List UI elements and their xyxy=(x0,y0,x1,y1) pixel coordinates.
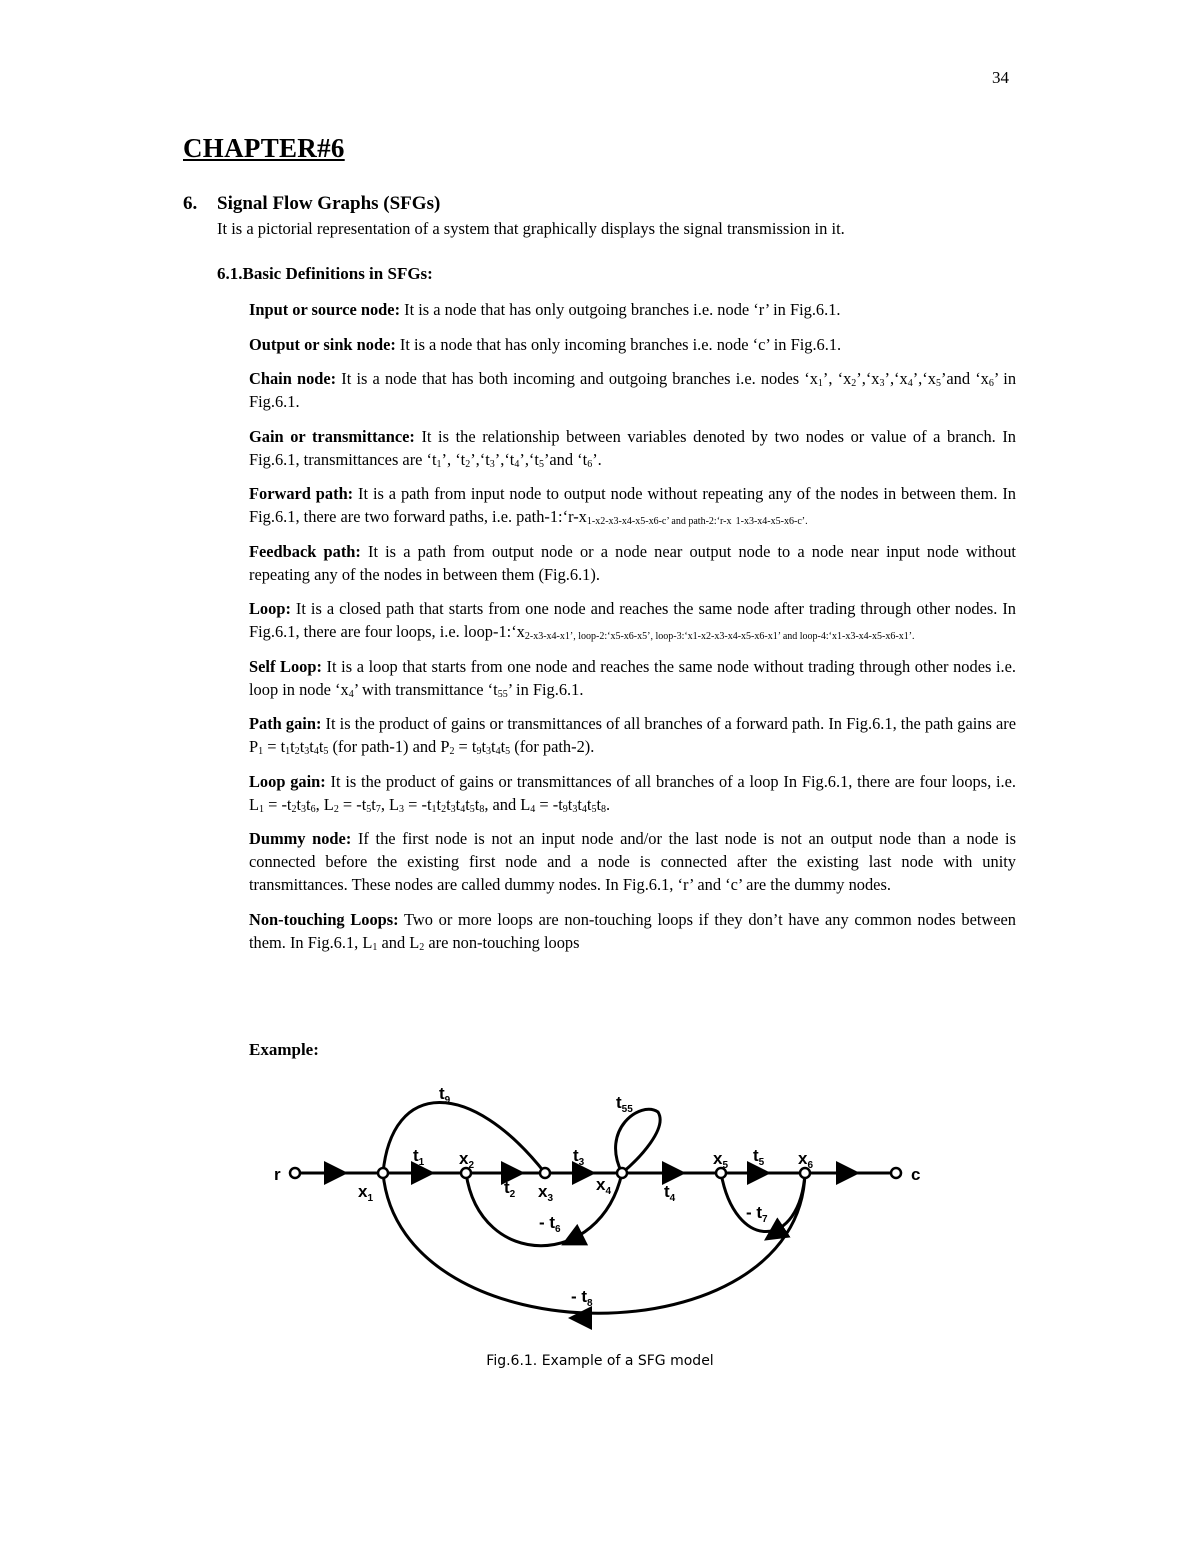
subscript: 2-x xyxy=(706,631,720,642)
definition-text: It is the product of gains or transmittances of all branches of a forward path. In Fig.6.1, the path gains are P xyxy=(249,714,1016,756)
label-x5 xyxy=(713,1149,728,1171)
subscript: 5-x xyxy=(877,631,891,642)
definition-text: ’,‘x xyxy=(884,369,908,388)
definition-text: ’and ‘x xyxy=(940,369,989,388)
subscript: 6 xyxy=(988,378,994,389)
subscript: 5 xyxy=(469,803,475,815)
subscript: 1’ and loop-4:‘x xyxy=(772,631,837,642)
label-x4-base: x xyxy=(596,1175,606,1194)
definition-text: It is the relationship between variables denoted by two nodes or value of a branch. In Fig.6.1, transmittances are ‘t xyxy=(249,426,1016,469)
subscript: 6-c’ and path-2:‘r-x xyxy=(653,516,732,527)
definition-text: ’,‘x xyxy=(856,369,880,388)
definition-text: (for path-1) and P xyxy=(328,737,450,756)
definition-text: ’,‘t xyxy=(470,449,490,469)
subscript: 1-x xyxy=(586,516,601,527)
subscript: 4 xyxy=(581,803,587,815)
subscript: 4 xyxy=(514,458,520,470)
definition-text: t xyxy=(296,794,302,814)
subscript: 1 xyxy=(258,746,264,757)
subscript: 3 xyxy=(450,803,456,815)
definition-text: = t xyxy=(454,737,477,756)
definition-text: It is a node that has only incoming branches i.e. node ‘c’ in Fig.6.1. xyxy=(395,334,842,354)
label-t1-base: t xyxy=(413,1146,419,1165)
label-minus-t8-sub: 8 xyxy=(587,1298,593,1309)
subscript: 3 xyxy=(572,803,578,815)
subscript: 9 xyxy=(562,803,568,815)
definition-term: Input or source node: xyxy=(249,300,401,319)
definition-text: t xyxy=(306,794,311,814)
label-t5 xyxy=(753,1146,765,1168)
label-t5-base: t xyxy=(753,1146,759,1165)
subscript: 4-x xyxy=(732,631,747,642)
subscript: 5 xyxy=(505,746,511,757)
label-t2-base: t xyxy=(504,1178,510,1197)
definition-text: ’ with transmittance ‘t xyxy=(353,679,498,699)
definition-text: t xyxy=(586,794,592,814)
subscript: 5 xyxy=(538,458,544,470)
definitions-list xyxy=(249,298,1016,965)
definition-term: Dummy node: xyxy=(249,829,352,848)
subscript: 2 xyxy=(419,941,425,953)
subscript: 3-x xyxy=(613,516,627,527)
definition-term: Path gain: xyxy=(249,714,322,733)
definition-text: = -t xyxy=(535,794,563,814)
label-x6-sub: 6 xyxy=(807,1160,814,1171)
definition-self-loop xyxy=(249,655,1016,701)
subsection-heading: 6.1.Basic Definitions in SFGs: xyxy=(217,264,433,283)
subscript: 1-x xyxy=(735,516,749,527)
label-t5-sub: 5 xyxy=(758,1157,765,1168)
self-loop-t55 xyxy=(616,1109,661,1173)
node-x3 xyxy=(540,1168,550,1178)
definition-text: ’ in Fig.6.1. xyxy=(249,369,1017,411)
definition-gain xyxy=(249,425,1016,471)
definition-forward-path xyxy=(249,482,1016,528)
subscript: 2 xyxy=(449,746,455,757)
subscript: 2 xyxy=(291,803,297,815)
branch-minus-t8 xyxy=(383,1173,805,1313)
subscript: 3 xyxy=(301,803,307,815)
subscript: 3 xyxy=(399,803,405,815)
node-r xyxy=(290,1168,300,1178)
label-t4-base: t xyxy=(664,1182,670,1201)
label-x2-sub: 2 xyxy=(468,1160,475,1171)
definition-text: t xyxy=(455,794,461,814)
definition-text: t xyxy=(290,737,295,756)
label-x3 xyxy=(538,1182,553,1204)
definition-chain-node xyxy=(249,367,1016,413)
definition-text: = -t xyxy=(404,794,432,814)
subscript: 7 xyxy=(375,803,381,815)
page-number: 34 xyxy=(992,68,1009,87)
subscript: 3-x xyxy=(850,631,864,642)
subscript: 3 xyxy=(879,378,885,389)
definition-non-touching-loops xyxy=(249,908,1016,954)
definition-text: t xyxy=(481,737,487,756)
label-t2 xyxy=(504,1178,516,1200)
label-t55 xyxy=(616,1093,633,1115)
subscript: 2 xyxy=(441,803,447,815)
label-minus-t7-base: - t xyxy=(746,1203,763,1222)
definition-text: t xyxy=(596,794,601,814)
label-t9-base: t xyxy=(439,1084,445,1103)
subscript: 1 xyxy=(285,746,291,757)
definition-term: Gain or transmittance: xyxy=(249,426,415,446)
definition-text: , L xyxy=(315,794,334,814)
label-minus-t8-base: - t xyxy=(571,1287,588,1306)
definition-text: t xyxy=(500,737,506,756)
definition-text: It is a path from output node or a node near output node to a node near input node without repeating any of the nodes in between them (Fig.6.1). xyxy=(249,541,1016,584)
subscript: 2-x xyxy=(600,516,614,527)
subscript: 55 xyxy=(497,688,508,700)
definition-text: t xyxy=(299,737,305,756)
label-t3-base: t xyxy=(573,1146,579,1165)
definition-term: Output or sink node: xyxy=(249,334,396,354)
subscript: 1’. xyxy=(903,631,915,642)
definition-text: t xyxy=(567,794,573,814)
definition-loop xyxy=(249,597,1016,643)
subscript: 6 xyxy=(310,803,316,815)
label-minus-t7-sub: 7 xyxy=(762,1214,768,1225)
sfg-branches xyxy=(295,1102,896,1318)
label-x3-sub: 3 xyxy=(547,1193,554,1204)
subscript: 5-x xyxy=(746,631,760,642)
definition-text: If the first node is not an input node and/or the last node is not an output node than a node is connected before the existing first node and a node is connected after the existing last node with unity transmittances. These nodes are called dummy nodes. In Fig.6.1, ‘r’ and ‘c’ are the dummy nodes. xyxy=(249,829,1016,894)
subscript: 4 xyxy=(530,803,536,815)
section-heading xyxy=(183,193,440,215)
label-minus-t7 xyxy=(746,1203,768,1225)
definition-text: t xyxy=(436,794,442,814)
subscript: 6-x xyxy=(890,631,904,642)
label-x5-base: x xyxy=(713,1149,723,1168)
subscript: 4-x xyxy=(762,516,776,527)
subscript: 2 xyxy=(333,803,339,815)
label-minus-t6-base: - t xyxy=(539,1213,556,1232)
subscript: 4 xyxy=(348,688,354,700)
sfg-diagram xyxy=(0,1070,1200,1350)
subscript: 3 xyxy=(489,458,495,470)
subscript: 2 xyxy=(465,458,471,470)
definition-text: It is a path from input node to output node without repeating any of the nodes in between them. In Fig.6.1, there are two forward paths, i.e. path-1:‘r-x xyxy=(249,484,1016,526)
label-minus-t8 xyxy=(571,1287,593,1309)
section-number: 6. xyxy=(183,193,198,214)
subscript: 1-x xyxy=(836,631,851,642)
subscript: 6-x xyxy=(628,631,643,642)
subscript: 1 xyxy=(259,803,265,815)
definition-text: , and L xyxy=(484,794,531,814)
definition-text: It is a node that has both incoming and outgoing branches i.e. nodes ‘x xyxy=(336,369,818,388)
subscript: 3-x xyxy=(748,516,763,527)
subscript: 2-x xyxy=(524,631,539,642)
definition-text: t xyxy=(474,794,480,814)
section-intro: It is a pictorial representation of a system that graphically displays the signal transmission in it. xyxy=(217,219,845,238)
definition-text: t xyxy=(446,794,451,814)
subscript: 4-x xyxy=(551,631,565,642)
definition-text: and L xyxy=(377,932,420,952)
label-r: r xyxy=(274,1165,281,1184)
figure-caption: Fig.6.1. Example of a SFG model xyxy=(486,1353,714,1369)
definition-dummy-node xyxy=(249,827,1016,896)
label-t9 xyxy=(439,1084,451,1106)
definition-term: Chain node: xyxy=(249,369,337,388)
subscript: 1 xyxy=(372,941,378,953)
definition-text: . xyxy=(606,794,611,814)
definition-text: ’, ‘t xyxy=(441,449,466,469)
subscript: 4 xyxy=(460,803,466,815)
label-t3-sub: 3 xyxy=(578,1157,585,1168)
subscript: 6-c’. xyxy=(788,516,808,527)
subscript: 5-x xyxy=(775,516,789,527)
label-x4 xyxy=(596,1175,611,1197)
definition-text: ’, ‘x xyxy=(822,369,852,388)
definition-text: ’,‘t xyxy=(519,449,539,469)
subscript: 8 xyxy=(601,803,606,815)
subscript: 5-x xyxy=(640,516,654,527)
definition-feedback-path xyxy=(249,540,1016,586)
label-t55-base: t xyxy=(616,1093,622,1112)
label-x4-sub: 4 xyxy=(605,1186,612,1197)
definition-text: It is a loop that starts from one node and reaches the same node without trading through other nodes i.e. loop in node ‘x xyxy=(249,656,1016,699)
subscript: 3-x xyxy=(719,631,733,642)
subscript: 1 xyxy=(817,378,823,389)
definition-term: Loop gain: xyxy=(249,771,326,791)
definition-text: = t xyxy=(263,737,286,756)
subscript: 1’, loop-2:‘x xyxy=(564,631,616,642)
definition-text: ’ in Fig.6.1. xyxy=(507,679,584,699)
label-minus-t6-sub: 6 xyxy=(555,1224,561,1235)
definition-text: t xyxy=(491,737,496,756)
sfg-figure xyxy=(0,1070,1200,1350)
subscript: 5 xyxy=(366,803,372,815)
definition-text: t xyxy=(371,794,376,814)
definition-text: ’,‘t xyxy=(494,449,515,469)
definition-term: Loop: xyxy=(249,599,291,618)
label-t1-sub: 1 xyxy=(418,1157,425,1168)
definition-input-node xyxy=(249,298,1016,321)
subscript: 8 xyxy=(479,803,485,815)
subscript: 3 xyxy=(486,746,492,757)
subscript: 4 xyxy=(907,378,913,389)
definition-text: ’and ‘t xyxy=(543,449,588,469)
label-x3-base: x xyxy=(538,1182,548,1201)
subscript: 6-x xyxy=(759,631,773,642)
definition-text: = -t xyxy=(264,794,292,814)
label-t2-sub: 2 xyxy=(509,1189,516,1200)
label-x6-base: x xyxy=(798,1149,808,1168)
subscript: 5 xyxy=(935,378,941,389)
subscript: 3-x xyxy=(538,631,552,642)
label-x5-sub: 5 xyxy=(722,1160,729,1171)
definition-text: ’. xyxy=(592,449,602,469)
example-label: Example: xyxy=(249,1040,319,1059)
definition-text: t xyxy=(577,794,582,814)
definition-text: , L xyxy=(380,794,400,814)
definition-term: Self Loop: xyxy=(249,656,322,676)
label-x1-sub: 1 xyxy=(367,1193,374,1204)
definition-path-gain xyxy=(249,712,1016,758)
label-minus-t6 xyxy=(539,1213,561,1235)
label-t9-sub: 9 xyxy=(444,1095,451,1106)
definition-term: Non-touching Loops: xyxy=(249,909,399,929)
label-t1 xyxy=(413,1146,425,1168)
subscript: 6 xyxy=(587,458,593,470)
section-title: Signal Flow Graphs (SFGs) xyxy=(217,193,441,214)
subscript: 2 xyxy=(851,378,857,389)
subscript: 2 xyxy=(294,746,300,757)
definition-text: t xyxy=(465,794,470,814)
definition-text: ’,‘x xyxy=(912,369,936,388)
label-t4 xyxy=(664,1182,676,1204)
definition-text: It is the product of gains or transmittances of all branches of a loop In Fig.6.1, there are four loops, i.e. L xyxy=(249,771,1016,814)
definition-text: t xyxy=(309,737,314,756)
subscript: 4 xyxy=(313,746,319,757)
node-x4 xyxy=(617,1168,627,1178)
subscript: 5’, loop-3:‘x xyxy=(642,631,693,642)
chapter-title: CHAPTER#6 xyxy=(183,133,345,163)
subscript: 4 xyxy=(495,746,501,757)
subscript: 4-x xyxy=(863,631,878,642)
subscript: 1-x xyxy=(692,631,707,642)
subscript: 3 xyxy=(304,746,310,757)
node-c xyxy=(891,1168,901,1178)
definition-text: Two or more loops are non-touching loops if they don’t have any common nodes between them. In Fig.6.1, L xyxy=(249,909,1016,952)
label-c: c xyxy=(911,1165,921,1184)
definition-text: are non-touching loops xyxy=(424,932,580,952)
label-t4-sub: 4 xyxy=(669,1193,676,1204)
label-t55-sub: 55 xyxy=(621,1104,633,1115)
definition-output-node xyxy=(249,333,1016,356)
subscript: 5 xyxy=(591,803,597,815)
subscript: 4-x xyxy=(626,516,641,527)
definition-text: It is a node that has only outgoing branches i.e. node ‘r’ in Fig.6.1. xyxy=(400,300,841,319)
definition-text: = -t xyxy=(338,794,367,814)
subscript: 1 xyxy=(436,458,442,470)
label-x6 xyxy=(798,1149,813,1171)
sfg-labels xyxy=(274,1084,920,1309)
subscript: 1 xyxy=(431,803,437,815)
definition-text: (for path-2). xyxy=(510,737,595,756)
label-x1 xyxy=(358,1182,373,1204)
label-x2-base: x xyxy=(459,1149,469,1168)
definition-text: t xyxy=(318,737,324,756)
definition-term: Forward path: xyxy=(249,484,354,503)
subscript: 5 xyxy=(323,746,329,757)
subscript: 5-x xyxy=(615,631,629,642)
subscript: 9 xyxy=(476,746,482,757)
definition-text: It is a closed path that starts from one node and reaches the same node after trading through other nodes. In Fig.6.1, there are four loops, i.e. loop-1:‘x xyxy=(249,599,1016,641)
label-x2 xyxy=(459,1149,474,1171)
label-t3 xyxy=(573,1146,585,1168)
definition-term: Feedback path: xyxy=(249,541,361,561)
node-x1 xyxy=(378,1168,388,1178)
definition-loop-gain xyxy=(249,770,1016,816)
label-x1-base: x xyxy=(358,1182,368,1201)
